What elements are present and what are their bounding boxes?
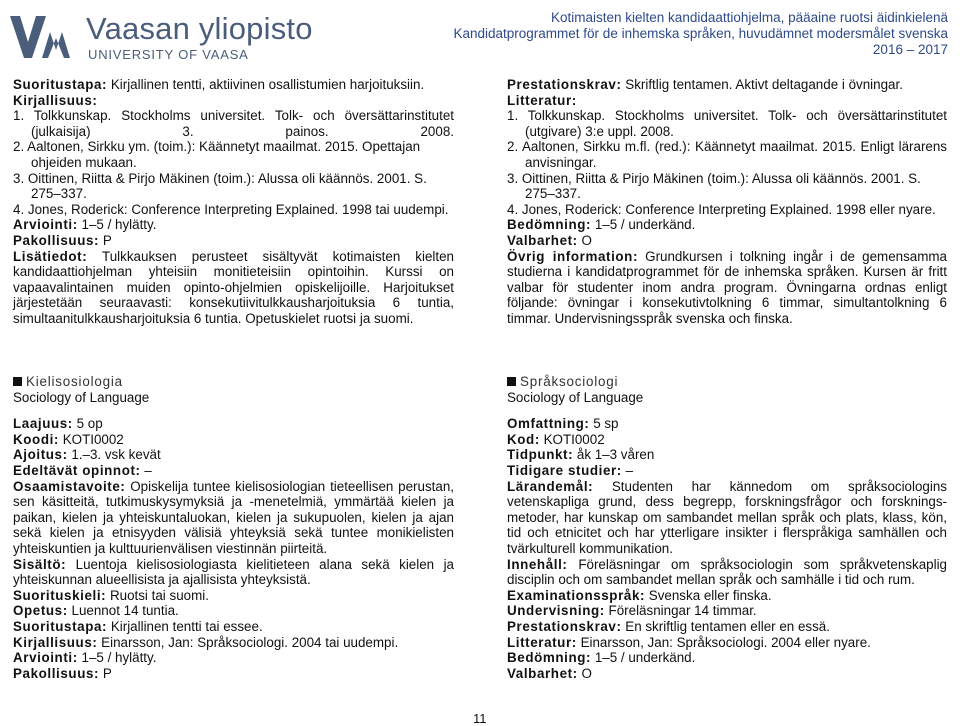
list-item: 2. Aaltonen, Sirkku ym. (toim.): Käännetyt maailmat. 2015. Opettajan ohjeiden mukaan. bbox=[13, 139, 421, 170]
list-item: 1. Tolkkunskap. Stockholms universitet. Tolk- och översättarinstitutet (julkaisija) 3. painos. 2008. bbox=[13, 108, 454, 139]
undervisning-row: Undervisning: Föreläsningar 14 timmar. bbox=[507, 603, 757, 619]
innehall-row: Innehåll: Föreläsningar om språksociologin som språkvetenskaplig disciplin och om sambandet mellan språk och samhälle i tid och rum. bbox=[507, 556, 947, 588]
kirjallisuus-row: Kirjallisuus: Einarsson, Jan: Språksociologi. 2004 tai uudempi. bbox=[13, 634, 399, 650]
right-course-block bbox=[507, 374, 947, 681]
valbarhet-row: Valbarhet: O bbox=[507, 665, 592, 681]
page-header bbox=[0, 0, 960, 68]
list-item: 3. Oittinen, Riitta & Pirjo Mäkinen (toim.): Alussa oli käännös. 2001. S. 275–337. bbox=[13, 170, 427, 202]
spacer bbox=[507, 405, 947, 416]
page-number: 11 bbox=[473, 711, 487, 726]
pakollisuus-row: Pakollisuus: P bbox=[13, 232, 112, 248]
prestationskrav-row: Prestationskrav: En skriftlig tentamen eller en essä. bbox=[507, 618, 830, 634]
logo-subtitle: UNIVERSITY OF VAASA bbox=[88, 47, 249, 62]
omfattning-row: Omfattning: 5 sp bbox=[507, 416, 619, 432]
arviointi-row: Arviointi: 1–5 / hylätty. bbox=[13, 217, 157, 233]
prestationskrav-row: Prestationskrav: Skriftlig tentamen. Aktivt deltagande i övningar. bbox=[507, 77, 903, 92]
course-subtitle: Sociology of Language bbox=[13, 389, 150, 405]
university-logo bbox=[8, 10, 313, 62]
tidigare-studier-row: Tidigare studier: – bbox=[507, 462, 634, 478]
bedomning-row: Bedömning: 1–5 / underkänd. bbox=[507, 650, 696, 666]
edeltavat-row: Edeltävät opinnot: – bbox=[13, 462, 152, 478]
osaamistavoite-row: Osaamistavoite: Opiskelija tuntee kielisosiologian tieteellisen perustan, sen käsitteitä, tutkimuskysymyksiä ja -menetelmiä, ymmärtää kielen ja paikan, kielen ja yhteiskuntaluokan, kielen ja sukupuolen, kielen ja ajan sekä kielen ja etnisyyden välisiä yhteyksiä sekä tuntee monikielisten yhteiskuntien ja kulttuurienvälisen viestinnän piirteitä. bbox=[13, 478, 454, 556]
list-item: 2. Aaltonen, Sirkku m.fl. (red.): Käännetyt maailmat. 2015. Enligt lärarens anvisningar. bbox=[507, 139, 947, 170]
program-header bbox=[453, 10, 948, 58]
bedomning-row: Bedömning: 1–5 / underkänd. bbox=[507, 217, 696, 233]
right-top-block bbox=[507, 77, 947, 327]
program-title-sv: Kandidatprogrammet för de inhemska språken, huvudämnet modersmålet svenska bbox=[453, 26, 948, 41]
examinationssprak-row: Examinationsspråk: Svenska eller finska. bbox=[507, 587, 772, 603]
pakollisuus-row: Pakollisuus: P bbox=[13, 665, 112, 681]
ajoitus-row: Ajoitus: 1.–3. vsk kevät bbox=[13, 447, 161, 463]
list-item: 4. Jones, Roderick: Conference Interpreting Explained. 1998 tai uudempi. bbox=[13, 201, 449, 217]
ovrig-info-row: Övrig information: Grundkursen i tolkning ingår i de gemensamma studierna i kandidatprogrammet för de inhemska språken. Kursen är fritt valbar för studenter inom andra program. Övningarna ordnas enligt följande: övningar i konsekutivtolkning 6 timmar, simultantolkning 6 timmar. Undervisningsspråk svenska och finska. bbox=[507, 248, 947, 326]
logo-mark-icon bbox=[8, 12, 78, 60]
koodi-row: Koodi: KOTI0002 bbox=[13, 431, 124, 447]
valbarhet-row: Valbarhet: O bbox=[507, 232, 592, 248]
list-item: 4. Jones, Roderick: Conference Interpreting Explained. 1998 eller nyare. bbox=[507, 201, 936, 217]
sisalto-row: Sisältö: Luentoja kielisosiologiasta kielitieteen alana sekä kielen ja yhteiskunnan alueellisista ja ajallisista yhteyksistä. bbox=[13, 556, 454, 588]
tidpunkt-row: Tidpunkt: åk 1–3 våren bbox=[507, 447, 655, 463]
lisatiedot-row: Lisätiedot: Tulkkauksen perusteet sisältyvät kotimaisten kielten kandidaattiohjelman yhteisiin monitieteisiin opintoihin. Kurssi on vapaavalintainen muiden opinto-ohjelmien opiskelijoille. Harjoitukset järjestetään seuraavasti: konsekutiivitulkkausharjoituksia 6 tuntia, simultaanitulkkausharjoituksia 6 tuntia. Opetuskielet ruotsi ja suomi. bbox=[13, 248, 454, 326]
opetus-row: Opetus: Luennot 14 tuntia. bbox=[13, 603, 179, 619]
litteratur-row: Litteratur: Einarsson, Jan: Språksociologi. 2004 eller nyare. bbox=[507, 634, 871, 650]
list-item: 1. Tolkkunskap. Stockholms universitet. Tolk- och översättarinstitutet (utgivare) 3:e uppl. 2008. bbox=[507, 108, 947, 139]
suoritustapa-row: Suoritustapa: Kirjallinen tentti tai essee. bbox=[13, 618, 263, 634]
square-bullet-icon bbox=[13, 377, 22, 386]
course-title: Kielisosiologia bbox=[13, 374, 454, 390]
laajuus-row: Laajuus: 5 op bbox=[13, 416, 103, 432]
suoritustapa-row: Suoritustapa: Kirjallinen tentti, aktiivinen osallistumien harjoituksiin. bbox=[13, 77, 425, 92]
left-top-block bbox=[13, 77, 454, 327]
spacer bbox=[13, 405, 454, 416]
program-title-fi: Kotimaisten kielten kandidaattiohjelma, pääaine ruotsi äidinkielenä bbox=[551, 10, 948, 25]
course-subtitle: Sociology of Language bbox=[507, 389, 644, 405]
suorituskieli-row: Suorituskieli: Ruotsi tai suomi. bbox=[13, 587, 209, 603]
course-title: Språksociologi bbox=[507, 374, 947, 390]
kirjallisuus-label: Kirjallisuus: bbox=[13, 92, 98, 108]
square-bullet-icon bbox=[507, 377, 516, 386]
kod-row: Kod: KOTI0002 bbox=[507, 431, 605, 447]
academic-year: 2016 – 2017 bbox=[872, 42, 948, 57]
left-course-block bbox=[13, 374, 454, 681]
larandemal-row: Lärandemål: Studenten har kännedom om språksociologins vetenskapliga grund, dess begrepp, forskningsfrågor och forsknings-metoder, har kunskap om sambandet mellan språk och plats, klass, kön, tid och etnicitet och har ytterligare insikter i flerspråkiga samhällen och tvärkulturell kommunikation. bbox=[507, 478, 947, 556]
list-item: 3. Oittinen, Riitta & Pirjo Mäkinen (toim.): Alussa oli käännös. 2001. S. 275–337. bbox=[507, 170, 921, 202]
litteratur-label: Litteratur: bbox=[507, 92, 577, 108]
arviointi-row: Arviointi: 1–5 / hylätty. bbox=[13, 650, 157, 666]
logo-title: Vaasan yliopisto bbox=[86, 11, 313, 46]
